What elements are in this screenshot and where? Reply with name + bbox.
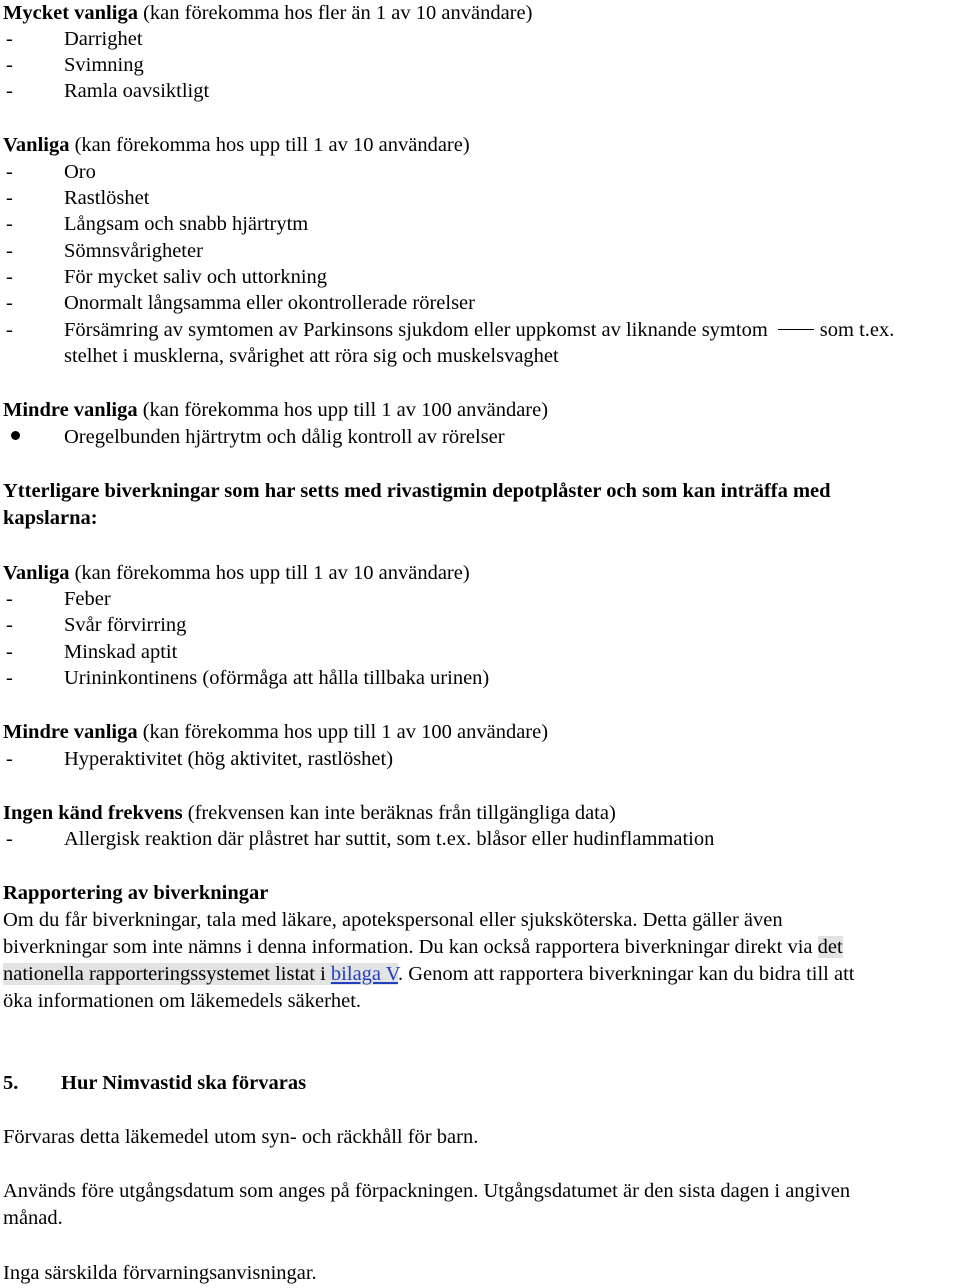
sec3-heading: Mindre vanliga (kan förekomma hos upp till 1 av 100 användare) bbox=[3, 399, 549, 421]
sec4-heading-line2: kapslarna: bbox=[3, 507, 98, 529]
sec1-heading: Mycket vanliga (kan förekomma hos fler än 1 av 10 användare) bbox=[3, 2, 533, 24]
storage-paragraph: Används före utgångsdatum som anges på förpackningen. Utgångsdatumet är den sista dagen i angiven bbox=[3, 1180, 851, 1202]
section-title: Hur Nimvastid ska förvaras bbox=[61, 1072, 307, 1094]
em-dash bbox=[778, 329, 814, 330]
highlighted-text: nationella rapporteringssystemet listat i bbox=[3, 963, 331, 985]
report-line: öka informationen om läkemedels säkerhet. bbox=[3, 990, 362, 1012]
highlighted-text: det bbox=[817, 936, 843, 958]
sec7-heading: Ingen känd frekvens (frekvensen kan inte beräknas från tillgängliga data) bbox=[3, 802, 616, 824]
document-page: Mycket vanliga (kan förekomma hos fler än 1 av 10 användare) - Darrighet - Svimning - Ramla oavsiktligt Vanliga (kan förekomma hos upp till 1 av 10 användare) - Oro - Rastlöshet - Långsam och snabb hjärtrytm - Sömnsvårigheter - För mycket saliv och uttorkning - Onormalt långsamma eller okontrollerade rörelser - Försämring av symtomen av Parkinsons sjukdom eller uppkomst av liknande symtom som t.ex. stelhet i musklerna, svårighet att röra sig och muskelsvaghet Mindre vanliga (kan förekomma hos upp till 1 av 100 användare) Oregelbunden hjärtrytm och dålig kontroll av rörelser Ytterligare biverkningar som har setts med rivastigmin depotplåster och som kan inträffa med kapslarna: Vanliga (kan förekomma hos upp till 1 av 10 användare) - Feber - Svår förvirring - Minskad aptit - Urininkontinens (oförmåga att hålla tillbaka urinen) Mindre vanliga (kan förekomma hos upp till 1 av 100 användare) - Hyperaktivitet (hög aktivitet, rastlöshet) Ingen känd frekvens (frekvensen kan inte beräknas från tillgängliga data) - Allergisk reaktion där plåstret har suttit, som t.ex. blåsor eller hudinflammation Rapportering av biverkningar Om du får biverkningar, tala med läkare, apotekspersonal eller sjuksköterska. Detta gäller även biverkningar som inte nämns i denna information. Du kan också rapportera biverkningar direkt via det nationella rapporteringssystemet listat i bilaga V. Genom att rapportera biverkningar kan du bidra till att öka informationen om läkemedels säkerhet. 5. Hur Nimvastid ska förvaras Förvaras detta läkemedel utom syn- och räckhåll för barn. Används före utgångsdatum som anges på förpackningen. Utgångsdatumet är den sista dagen i angiven månad. Inga särskilda förvarningsanvisningar. bbox=[3, 2, 895, 1284]
sec6-heading: Mindre vanliga (kan förekomma hos upp till 1 av 100 användare) bbox=[3, 721, 549, 743]
sec4-heading-line1: Ytterligare biverkningar som har setts med rivastigmin depotplåster och som kan inträffa med bbox=[3, 480, 831, 502]
report-line: biverkningar som inte nämns i denna information. Du kan också rapportera biverkningar direkt via det bbox=[3, 936, 843, 958]
bilaga-v-link[interactable]: bilaga V bbox=[330, 963, 398, 985]
bullet-icon bbox=[11, 431, 20, 440]
sec2-heading: Vanliga (kan förekomma hos upp till 1 av 10 användare) bbox=[3, 134, 470, 156]
sec5-heading: Vanliga (kan förekomma hos upp till 1 av 10 användare) bbox=[3, 562, 470, 584]
storage-paragraph: Förvaras detta läkemedel utom syn- och räckhåll för barn. bbox=[3, 1126, 479, 1148]
report-heading: Rapportering av biverkningar bbox=[3, 882, 269, 904]
storage-paragraph: Inga särskilda förvarningsanvisningar. bbox=[3, 1262, 317, 1284]
section-number: 5. bbox=[3, 1072, 19, 1094]
report-line: nationella rapporteringssystemet listat i bilaga V. Genom att rapportera biverkningar kan du bidra till att bbox=[3, 963, 855, 985]
report-line: Om du får biverkningar, tala med läkare, apotekspersonal eller sjuksköterska. Detta gäller även bbox=[3, 909, 783, 931]
section-5-heading bbox=[3, 1070, 307, 1096]
storage-paragraph: månad. bbox=[3, 1207, 63, 1229]
